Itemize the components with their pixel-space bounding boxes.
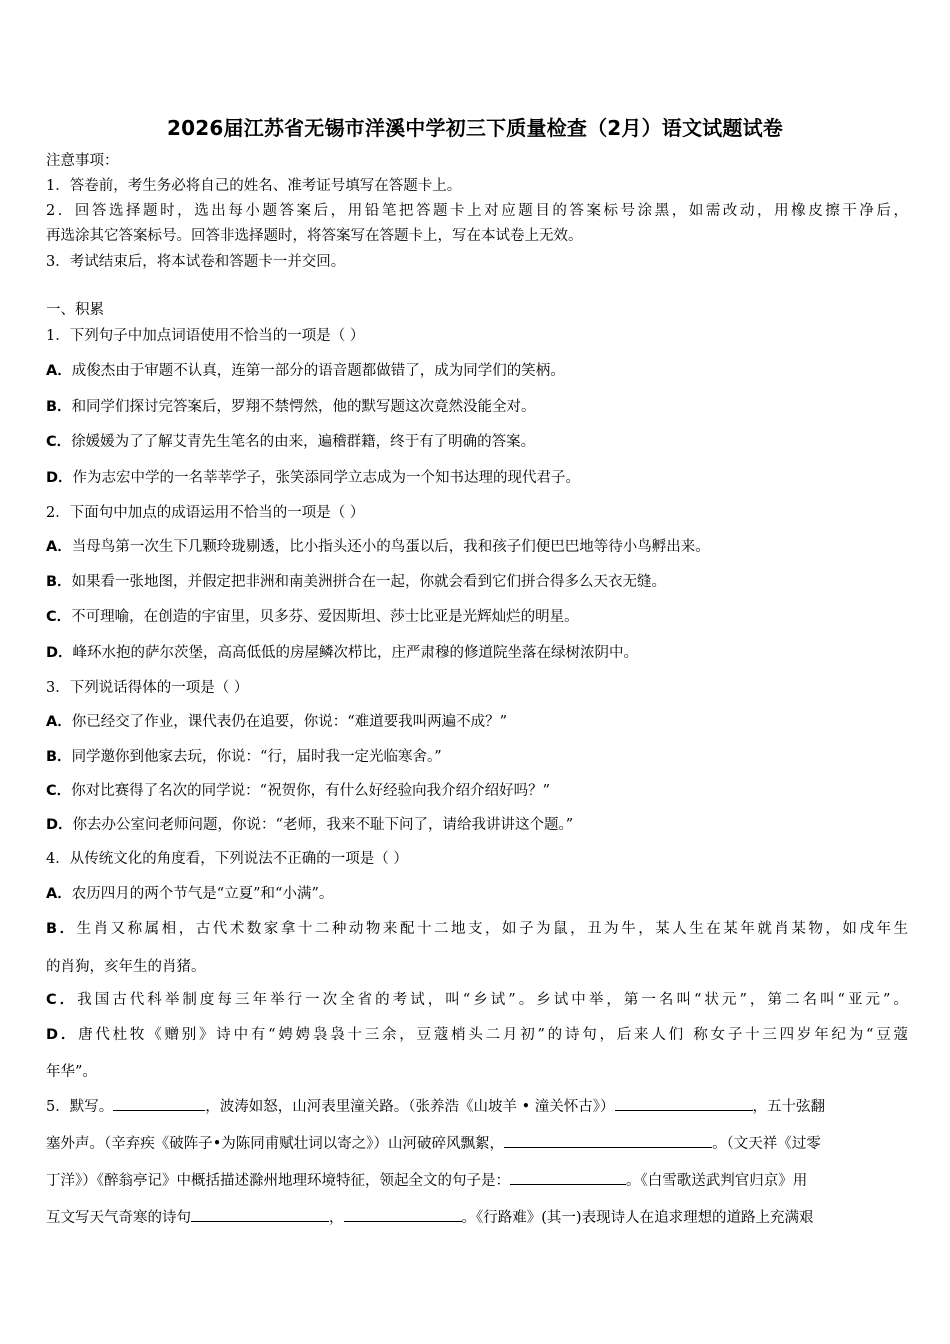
- notice-header: 注意事项：: [46, 153, 119, 169]
- option-label: C．: [46, 609, 72, 625]
- option-text: 生肖又称属相，古代术数家拿十二种动物来配十二地支，如子为鼠，丑为牛，某人生在某年就肖某物，如戌年生: [76, 921, 908, 937]
- answer-blank[interactable]: [344, 1207, 462, 1222]
- q5-text: 丁洋》）《醉翁亭记》中概括描述滁州地理环境特征，领起全文的句子是：: [46, 1173, 510, 1189]
- option-text: 你对比赛得了名次的同学说：“祝贺你，有什么好经验向我介绍介绍好吗？”: [71, 783, 550, 799]
- option-label: D．: [46, 470, 73, 486]
- notice-item: 再选涂其它答案标号。回答非选择题时，将答案写在答题卡上，写在本试卷上无效。: [46, 228, 583, 244]
- question-2-stem: 2．下面句中加点的成语运用不恰当的一项是（ ）: [46, 505, 365, 521]
- question-4-option-b: [46, 919, 908, 939]
- question-2-option-b: [46, 572, 908, 592]
- answer-blank[interactable]: [113, 1096, 205, 1111]
- option-label: B．: [46, 574, 72, 590]
- option-text: 和同学们探讨完答案后，罗翔不禁愕然，他的默写题这次竟然没能全对。: [71, 399, 536, 415]
- question-4-option-d-cont: 年华”。: [46, 1064, 97, 1080]
- question-3-option-a: [46, 712, 908, 732]
- question-4-option-b-cont: 的肖狗，亥年生的肖猪。: [46, 959, 206, 975]
- option-text: 农历四月的两个节气是“立夏”和“小满”。: [71, 886, 334, 902]
- option-label: C．: [46, 783, 72, 799]
- question-3-option-b: [46, 747, 908, 767]
- option-label: A．: [46, 886, 72, 902]
- option-text: 不可理喻，在创造的宇宙里，贝多芬、爱因斯坦、莎士比亚是光辉灿烂的明星。: [71, 609, 579, 625]
- q5-text: 。《白雪歌送武判官归京》用: [626, 1173, 808, 1189]
- notice-item: 2．回答选择题时，选出每小题答案后，用铅笔把答题卡上对应题目的答案标号涂黑，如需改动，用橡皮擦干净后，: [46, 203, 908, 219]
- question-2-option-c: [46, 607, 908, 627]
- option-text: 同学邀你到他家去玩，你说：“行，届时我一定光临寒舍。”: [71, 749, 442, 765]
- option-text: 峰环水抱的萨尔茨堡，高高低低的房屋鳞次栉比，庄严肃穆的修道院坐落在绿树浓阴中。: [72, 645, 639, 661]
- option-text: 作为志宏中学的一名莘莘学子，张笑添同学立志成为一个知书达理的现代君子。: [72, 470, 581, 486]
- q5-text: 互文写天气奇寒的诗句: [46, 1210, 191, 1226]
- option-label: A．: [46, 363, 72, 379]
- option-text: 你去办公室问老师问题，你说：“老师，我来不耻下问了，请给我讲讲这个题。”: [72, 817, 574, 833]
- option-text: 如果看一张地图，并假定把非洲和南美洲拼合在一起，你就会看到它们拼合得多么天衣无缝。: [71, 574, 667, 590]
- q5-text: ，波涛如怒，山河表里潼关路。（张养浩《山坡羊 • 潼关怀古》）: [205, 1099, 615, 1115]
- question-5-line: [46, 1207, 908, 1228]
- question-5-line: [46, 1170, 908, 1191]
- option-label: D．: [46, 645, 73, 661]
- question-4-option-a: [46, 884, 908, 904]
- answer-blank[interactable]: [510, 1170, 626, 1185]
- question-3-option-d: [46, 815, 908, 835]
- section-heading: 一、积累: [46, 302, 104, 318]
- question-1-stem: 1．下列句子中加点词语使用不恰当的一项是（ ）: [46, 328, 365, 344]
- option-label: D．: [46, 1027, 79, 1043]
- option-label: B．: [46, 749, 72, 765]
- question-1-option-d: [46, 468, 908, 488]
- notice-item: 3．考试结束后，将本试卷和答题卡一并交回。: [46, 254, 346, 270]
- question-3-stem: 3．下列说话得体的一项是（ ）: [46, 680, 249, 696]
- question-1-option-b: [46, 397, 908, 417]
- q5-text: 塞外声。（辛弃疾《破阵子•为陈同甫赋壮词以寄之》）山河破碎风飘絮，: [46, 1136, 505, 1152]
- question-1-option-a: [46, 361, 908, 381]
- q5-text: 。（文天祥《过零: [712, 1136, 821, 1152]
- question-4-option-c: [46, 990, 908, 1010]
- option-text: 你已经交了作业，课代表仍在追要，你说：“难道要我叫两遍不成？”: [71, 714, 508, 730]
- answer-blank[interactable]: [615, 1096, 753, 1111]
- question-3-option-c: [46, 781, 908, 801]
- option-label: D．: [46, 817, 73, 833]
- option-label: A．: [46, 539, 72, 555]
- option-text: 唐代杜牧《赠别》诗中有“娉娉袅袅十三余，豆蔻梢头二月初”的诗句，后来人们 称女子十三四岁年纪为“豆蔻: [78, 1027, 908, 1043]
- option-text: 成俊杰由于审题不认真，连第一部分的语音题都做错了，成为同学们的笑柄。: [71, 363, 565, 379]
- q5-text: ，五十弦翻: [752, 1099, 826, 1115]
- question-2-option-d: [46, 643, 908, 663]
- question-4-stem: 4．从传统文化的角度看，下列说法不正确的一项是（ ）: [46, 851, 408, 867]
- q5-text: 5．默写。: [46, 1099, 114, 1115]
- answer-blank[interactable]: [191, 1207, 329, 1222]
- question-4-option-d: [46, 1025, 908, 1045]
- q5-text: 。《行路难》(其一)表现诗人在追求理想的道路上充满艰: [461, 1210, 814, 1226]
- option-text: 徐媛媛为了了解艾青先生笔名的由来，遍稽群籍，终于有了明确的答案。: [71, 434, 536, 450]
- option-label: B．: [46, 399, 72, 415]
- option-label: A．: [46, 714, 72, 730]
- q5-text: ，: [329, 1210, 344, 1226]
- question-5-line: [46, 1133, 908, 1154]
- option-label: B．: [46, 921, 77, 937]
- page-title: 2026届江苏省无锡市洋溪中学初三下质量检查（2月）语文试题试卷: [167, 116, 783, 140]
- option-text: 当母鸟第一次生下几颗玲珑剔透，比小指头还小的鸟蛋以后，我和孩子们便巴巴地等待小鸟孵出来。: [71, 539, 710, 555]
- notice-item: 1．答卷前，考生务必将自己的姓名、准考证号填写在答题卡上。: [46, 178, 462, 194]
- question-5-line: [46, 1096, 908, 1117]
- option-label: C．: [46, 434, 72, 450]
- answer-blank[interactable]: [504, 1133, 712, 1148]
- option-label: C．: [46, 992, 78, 1008]
- question-2-option-a: [46, 537, 908, 557]
- question-1-option-c: [46, 432, 908, 452]
- option-text: 我国古代科举制度每三年举行一次全省的考试，叫“乡试”。乡试中举，第一名叫“状元”，第二名叫“亚元”。: [77, 992, 908, 1008]
